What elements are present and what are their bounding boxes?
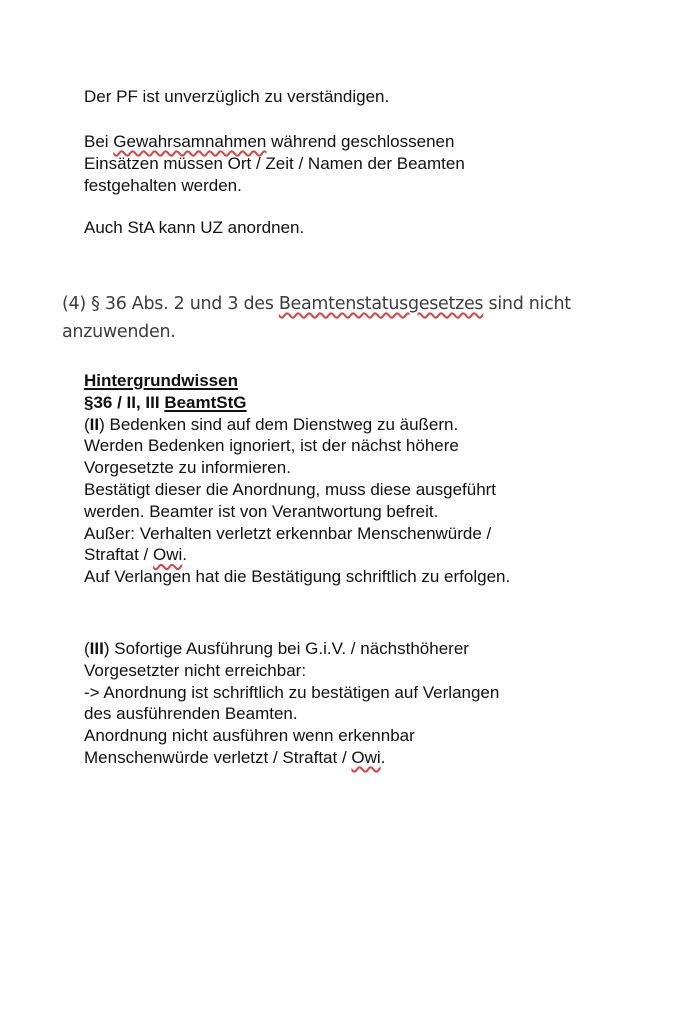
text-span: Menschenwürde verletzt / Straftat / — [84, 747, 352, 767]
heading-line: anzuwenden. — [62, 322, 176, 342]
paragraph-pf — [84, 86, 389, 108]
text-line — [84, 544, 510, 566]
paragraph-sta — [84, 217, 304, 239]
text-line: Auf Verlangen hat die Bestätigung schriftlich zu erfolgen. — [84, 567, 511, 587]
spellcheck-word[interactable]: Beamtenstatusgesetzes — [278, 294, 484, 314]
text-line: (II) Bedenken sind auf dem Dienstweg zu äußern. — [84, 414, 459, 434]
text-line: Anordnung nicht ausführen wenn erkennbar — [84, 726, 415, 746]
block-title: Hintergrundwissen — [84, 371, 238, 390]
law-reference — [84, 392, 510, 414]
section-marker: II — [89, 414, 100, 434]
spellcheck-word[interactable]: Owi — [152, 545, 183, 565]
text-span: Straftat / — [84, 545, 153, 565]
section-heading — [62, 290, 571, 346]
paragraph-gewahrsam — [84, 131, 465, 197]
law-abbreviation: BeamtStG — [164, 392, 247, 412]
text-line: festgehalten werden. — [84, 176, 242, 195]
text-line — [84, 747, 499, 769]
text-line: Außer: Verhalten verletzt erkennbar Menschenwürde / — [84, 523, 492, 543]
background-block — [84, 370, 510, 588]
text-span: (4) § 36 Abs. 2 und 3 des — [62, 294, 279, 314]
spellcheck-word[interactable]: Owi — [351, 747, 381, 767]
text-span: ) Sofortige Ausführung bei G.i.V. / nächsthöherer — [103, 639, 469, 658]
text-line — [84, 131, 465, 153]
text-span: sind nicht — [483, 294, 571, 314]
text-line: Einsätzen müssen Ort / Zeit / Namen der Beamten — [84, 154, 465, 173]
text-line: -> Anordnung ist schriftlich zu bestätigen auf Verlangen — [84, 682, 500, 702]
text-line: des ausführenden Beamten. — [84, 704, 298, 724]
section-iii-block — [84, 638, 499, 769]
text-span: . — [182, 545, 187, 565]
text-line: Bestätigt dieser die Anordnung, muss diese ausgeführt — [84, 479, 497, 499]
text-span: ) Bedenken sind auf dem Dienstweg zu äußern. — [99, 414, 459, 434]
text-span: Bei — [84, 132, 114, 151]
heading-line — [62, 290, 571, 318]
text-line: Der PF ist unverzüglich zu verständigen. — [84, 87, 390, 106]
text-line: (III) Sofortige Ausführung bei G.i.V. / nächsthöherer — [84, 639, 469, 658]
text-line: werden. Beamter ist von Verantwortung befreit. — [84, 501, 439, 521]
text-span: §36 / II, III — [84, 392, 165, 412]
text-span: . — [380, 747, 386, 767]
section-marker: III — [89, 639, 104, 658]
text-line: Werden Bedenken ignoriert, ist der nächst höhere — [84, 436, 459, 456]
text-span: während geschlossenen — [266, 132, 455, 151]
text-line: Vorgesetzte zu informieren. — [84, 458, 291, 478]
spellcheck-word[interactable]: Gewahrsamnahmen — [113, 132, 267, 151]
text-line: Vorgesetzter nicht erreichbar: — [84, 660, 307, 680]
text-line: Auch StA kann UZ anordnen. — [84, 218, 305, 237]
